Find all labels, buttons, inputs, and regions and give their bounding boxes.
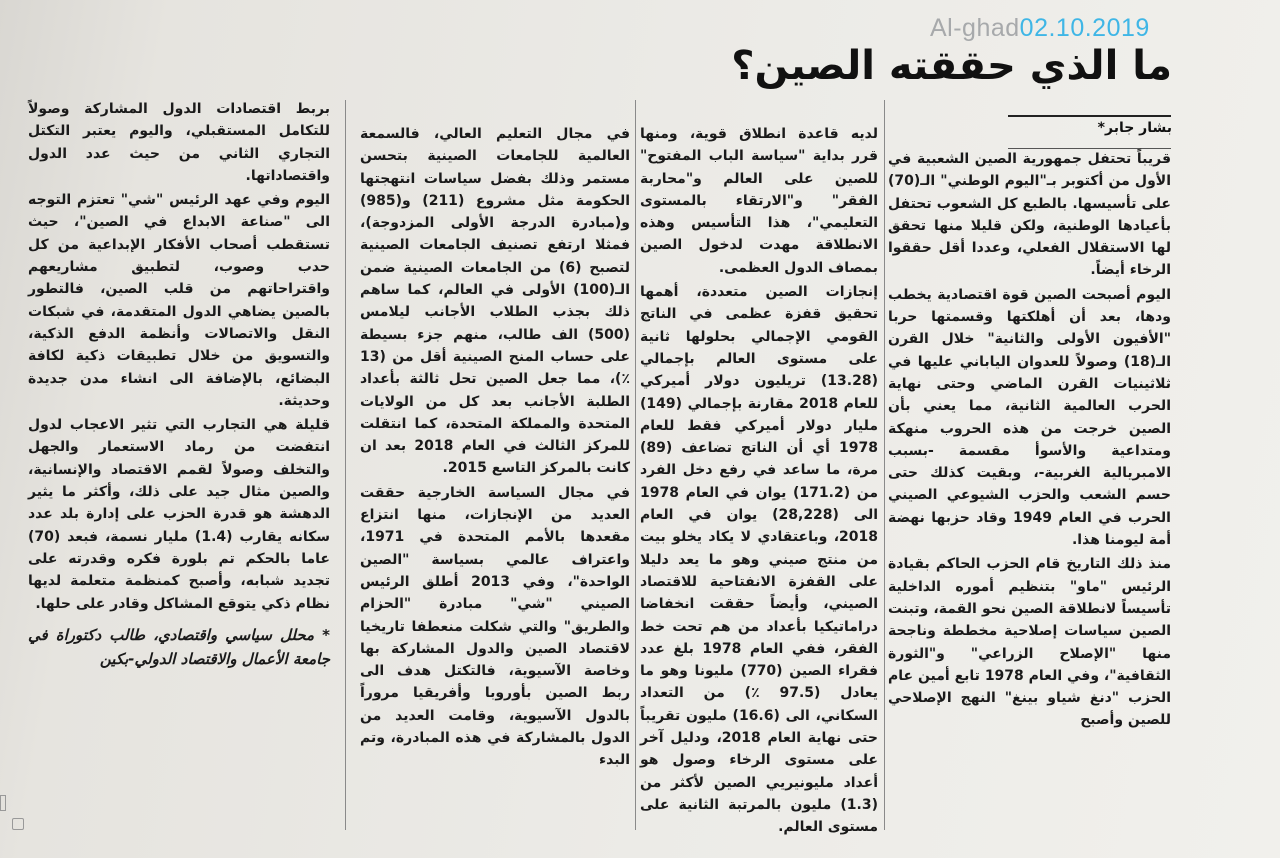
corner-square-icon xyxy=(12,818,24,830)
paragraph: في مجال التعليم العالي، فالسمعة العالمية للجامعات الصينية بتحسن مستمر وذلك بفضل سياسات انتهجتها الحكومة مثل مشروع (211) و(985) و(مبادرة الدرجة الأولى المزدوجة)، فمثلا ارتفع تصنيف الجامعات الصينية لتصبح (6) من الجامعات الصينية ضمن الـ(100) الأولى في العالم، كما ساهم ذلك بجذب الطلاب الأجانب ليلامس (500) الف طالب، منهم جزء بسيطة على حساب المنح الصينية أقل من (13 ٪)، مما جعل الصين تحل ثالثة بأعداد الطلبة الأجانب بعد كل من الولايات المتحدة والمملكة المتحدة، كما انتقلت للمركز الثالث في العام 2018 بعد ان كانت بالمركز التاسع 2015. xyxy=(360,126,631,477)
paragraph: اليوم وفي عهد الرئيس "شي" تعتزم التوجه الى "صناعة الابداع في الصين"، حيث تستقطب أصحاب الأفكار الإبداعية من كل حدب وصوب، لتطبيق مشاريعهم واقتراحاتهم من قلب الصين، فالتطور بالصين يضاهي الدول المتقدمة، في شبكات النقل والاتصالات وأنظمة الدفع الذكية، والتسويق من خلال تطبيقات ذكية لكافة البضائع، بالإضافة الى انشاء مدن جديدة وحديثة. xyxy=(28,192,330,409)
article-column-3 xyxy=(360,123,630,772)
article-column-1 xyxy=(888,148,1171,732)
article-column-2 xyxy=(640,123,878,839)
article-column-4 xyxy=(28,98,330,671)
source-name: Al-ghad xyxy=(930,14,1020,42)
paragraph: منذ ذلك التاريخ قام الحزب الحاكم بقيادة الرئيس "ماو" بتنظيم أموره الداخلية تأسيساً لانطلاقة الصين نحو القمة، وتبنت الصين سياسات إصلاحية مخططة وناجحة منها "الإصلاح الزراعي" و"الثورة الثقافية"، وفي العام 1978 تابع أمين عام الحزب "دنغ شياو بينغ" النهج الإصلاحي للصين وأصبح xyxy=(887,556,1171,729)
article-headline: ما الذي حققته الصين؟ xyxy=(731,43,1172,89)
column-divider xyxy=(345,100,346,830)
paragraph: إنجازات الصين متعددة، أهمها تحقيق قفزة عظمى في الناتج القومي الإجمالي بحلولها ثانية على مستوى العالم بإجمالي (13.28) تريليون دولار أميركي للعام 2018 مقارنة بإجمالي (149) مليار دولار أميركي فقط للعام 1978 أي أن الناتج تضاعف (89) مرة، ما ساعد في رفع دخل الفرد من (171.2) يوان في العام 1978 الى (28,228) يوان في العام 2018، وباعتقادي لا يكاد يخلو بيت من منتج صيني وهو ما يعد دليلا على القفزة الانفتاحية للاقتصاد الصيني، وأيضاً حققت انخفاضا دراماتيكيا بأعداد من هم تحت خط الفقر، ففي العام 1978 بلغ عدد فقراء الصين (770) مليونا وهو ما يعادل (97.5 ٪) من التعداد السكاني، الى (16.6) مليون تقريباً حتى نهاية العام 2018، ودليل آخر على مستوى الرخاء وصول هو أعداد مليونيريي الصين لأكثر من (1.3) مليون بالمرتبة الثانية على مستوى العالم. xyxy=(640,284,879,836)
paragraph: في مجال السياسة الخارجية حققت العديد من الإنجازات، منها انتزاع مقعدها بالأمم المتحدة في 1971، واعتراف عالمي بسياسة "الصين الواحدة"، وفي 2013 أطلق الرئيس الصيني "شي" مبادرة "الحزام والطريق" والتي شكلت منعطفا تاريخيا لاقتصاد الصين والدول المشاركة بها وخاصة الآسيوية، فالتكتل هدف الى ربط الصين بأوروبا وأفريقيا مروراً بالدول الآسيوية، وقامت العديد من الدول بالمشاركة في هذه المبادرة، وتم البدء xyxy=(360,484,630,769)
source-date: 02.10.2019 xyxy=(1019,14,1150,42)
author-top-rule xyxy=(1008,115,1171,117)
column-divider xyxy=(635,100,636,830)
edge-mark-icon xyxy=(0,795,6,811)
column-divider xyxy=(884,100,885,830)
paragraph: اليوم أصبحت الصين قوة اقتصادية يخطب ودها، بعد أن أهلكتها وقسمتها حربا "الأفيون الأولى والثانية" خلال القرن الـ(18) وصولاً للعدوان الياباني عليها في ثلاثينيات القرن الماضي وحتى نهاية الحرب العالمية الثانية، مما يعني بأن الصين خرجت من هذه الحروب منهكة ومتداعية والأسوأ مقسمة -بسبب الامبريالية الغربية-، وبقيت كذلك حتى حسم الشعب والحزب الشيوعي الصيني الحرب في العام 1949 وقاد حزبها نهضة أمة ليومنا هذا. xyxy=(888,286,1171,549)
source-label xyxy=(930,14,1150,43)
paragraph: بربط اقتصادات الدول المشاركة وصولاً للتكامل المستقبلي، واليوم يعتبر التكتل التجاري الثاني من حيث عدد الدول واقتصاداتها. xyxy=(28,101,330,184)
paragraph: قليلة هي التجارب التي تثير الاعجاب لدول انتفضت من رماد الاستعمار والجهل والتخلف وصولاً لقمم الاقتصاد والإنسانية، والصين مثال جيد على ذلك، وأكثر ما يثير الدهشة هو قدرة الحزب على إدارة بلد عدد سكانه يقارب (1.4) مليار نسمة، فبعد (70) عاما بالحكم تم بلورة فكره وقدرته على تجديد شبابه، وأصبح كمنظمة متعلمة لديها نظام ذكي يتوقع المشاكل وقادر على حلها. xyxy=(28,417,330,612)
paragraph: قريباً تحتفل جمهورية الصين الشعبية في الأول من أكتوبر بـ"اليوم الوطني" الـ(70) على تأسيسها. بالطبع كل الشعوب تحتفل بأعيادها الوطنية، ولكن قليلا منها تحقق لها الاستقلال الفعلي، وعددا أقل حققوا الرخاء أيضاً. xyxy=(888,151,1171,279)
author-byline: بشار جابر* xyxy=(1097,120,1172,136)
paragraph: لديه قاعدة انطلاق قوية، ومنها قرر بداية "سياسة الباب المفتوح" للصين على العالم و"محاربة الفقر" و"الارتقاء بالمستوى التعليمي"، هذا التأسيس وهذه الانطلاقة مهدت لدخول الصين بمصاف الدول العظمى. xyxy=(640,126,878,276)
author-bio-footnote: * محلل سياسي واقتصادي، طالب دكتوراة في جامعة الأعمال والاقتصاد الدولي-بكين xyxy=(28,625,330,668)
